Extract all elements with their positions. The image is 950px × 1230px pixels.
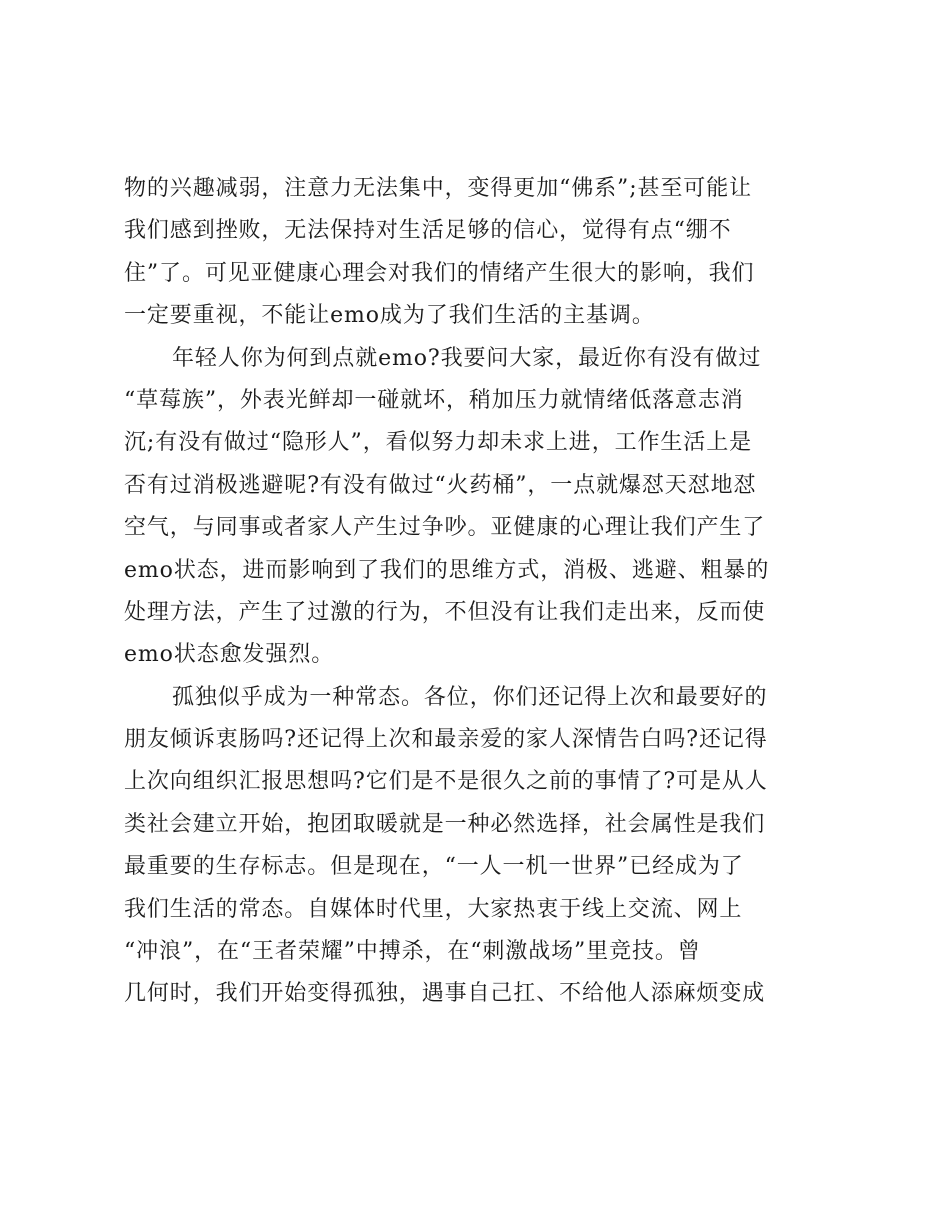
text-line: 我们生活的常态。自媒体时代里，大家热衷于线上交流、网上 bbox=[124, 896, 743, 922]
text-line: 否有过消极逃避呢?有没有做过“火药桶”，一点就爆怼天怼地怼 bbox=[124, 472, 757, 498]
text-line: 物的兴趣减弱，注意力无法集中，变得更加“佛系”;甚至可能让 bbox=[124, 176, 753, 201]
text-line: 沉;有没有做过“隐形人”，看似努力却未求上进，工作生活上是 bbox=[124, 430, 753, 456]
paragraph-first-line: 孤独似乎成为一种常态。各位，你们还记得上次和最要好的 bbox=[172, 684, 768, 710]
text-line: emo状态，进而影响到了我们的思维方式，消极、逃避、粗暴的 bbox=[124, 557, 770, 583]
text-line: 几何时，我们开始变得孤独，遇事自己扛、不给他人添麻烦变成 bbox=[124, 981, 766, 1007]
text-line: 上次向组织汇报思想吗?它们是不是很久之前的事情了?可是从人 bbox=[124, 769, 768, 795]
text-line: “草莓族”，外表光鲜却一碰就坏，稍加压力就情绪低落意志消 bbox=[124, 387, 744, 413]
text-line: 类社会建立开始，抱团取暖就是一种必然选择，社会属性是我们 bbox=[124, 811, 766, 837]
text-line: 朋友倾诉衷肠吗?还记得上次和最亲爱的家人深情告白吗?还记得 bbox=[124, 727, 768, 753]
text-line: 处理方法，产生了过激的行为，不但没有让我们走出来，反而使 bbox=[124, 599, 766, 625]
text-line: “冲浪”，在“王者荣耀”中搏杀，在“刺激战场”里竞技。曾 bbox=[124, 939, 701, 965]
text-line: 空气，与同事或者家人产生过争吵。亚健康的心理让我们产生了 bbox=[124, 515, 766, 541]
text-line: 最重要的生存标志。但是现在，“一人一机一世界”已经成为了 bbox=[124, 854, 744, 880]
text-line: 住”了。可见亚健康心理会对我们的情绪产生很大的影响，我们 bbox=[124, 260, 755, 286]
text-line: 我们感到挫败，无法保持对生活足够的信心，觉得有点“绷不 bbox=[124, 218, 732, 244]
text-line: emo状态愈发强烈。 bbox=[124, 642, 335, 668]
document-body bbox=[124, 168, 834, 1016]
text-line: 一定要重视，不能让emo成为了我们生活的主基调。 bbox=[124, 303, 655, 329]
paragraph-first-line: 年轻人你为何到点就emo?我要问大家，最近你有没有做过 bbox=[172, 345, 762, 371]
